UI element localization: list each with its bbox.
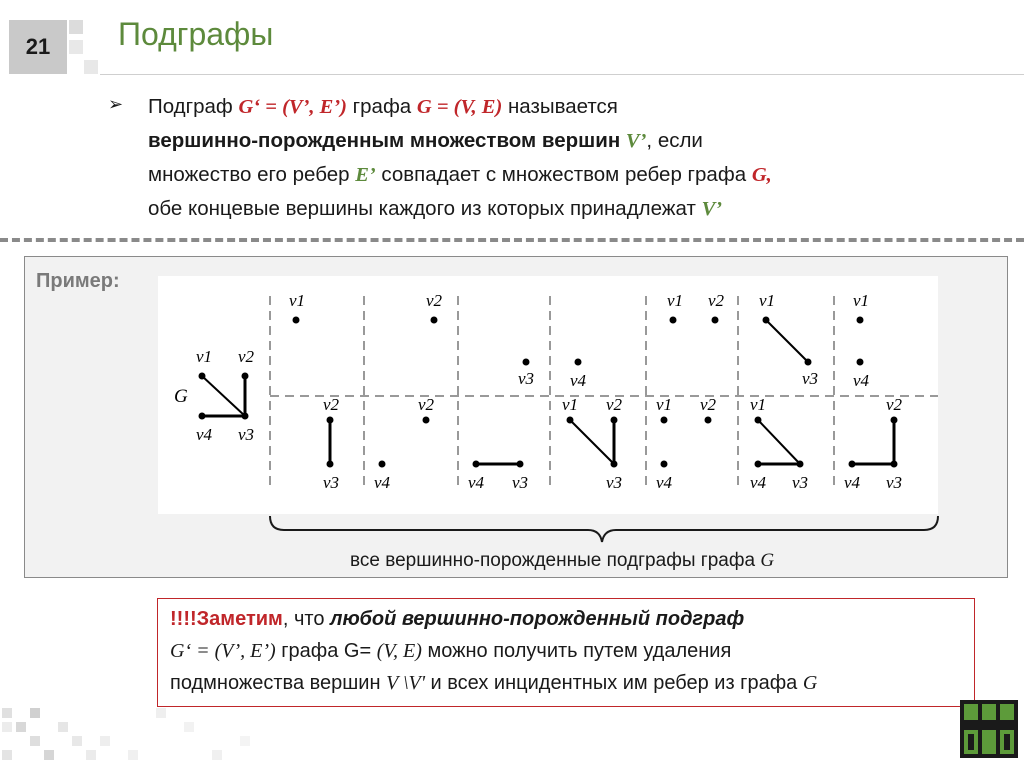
graph-g	[174, 347, 255, 444]
note-box	[157, 598, 975, 707]
definition-line-2: вершинно-порожденным множеством вершин V’, если	[148, 129, 703, 152]
svg-text:v1: v1	[667, 291, 684, 310]
subgraph-v1-v2-v4	[656, 395, 717, 492]
svg-text:v1: v1	[289, 291, 306, 310]
arrow-bullet-icon: ➢	[108, 94, 124, 114]
curly-brace	[262, 512, 952, 546]
subgraph-v2-v3	[323, 395, 340, 492]
subgraphs-figure	[158, 276, 938, 514]
svg-text:v4: v4	[374, 473, 391, 492]
svg-text:v2: v2	[426, 291, 443, 310]
subgraph-v4	[570, 359, 587, 391]
vertex-label: v1	[196, 347, 213, 366]
svg-text:v1: v1	[759, 291, 776, 310]
vertex-label: v2	[238, 347, 255, 366]
note-line-3: подмножества вершин V \V' и всех инцидентных им ребер из графа G	[170, 672, 818, 694]
svg-text:v3: v3	[886, 473, 903, 492]
slide-title: Подграфы	[118, 16, 274, 52]
decor-square	[84, 60, 98, 74]
subgraph-v3-v4	[468, 461, 528, 493]
svg-text:v1: v1	[562, 395, 579, 414]
svg-text:v2: v2	[323, 395, 340, 414]
definition-line-4: обе концевые вершины каждого из которых принадлежат V’	[148, 197, 723, 220]
svg-text:v3: v3	[802, 369, 819, 388]
example-label: Пример:	[36, 270, 120, 292]
subgraph-v3	[518, 359, 534, 389]
subgraph-v1-v3	[759, 291, 818, 388]
subgraph-v2-v3-v4	[844, 395, 903, 492]
vertex-label: v4	[196, 425, 213, 444]
subgraph-v1-v3-v4	[750, 395, 808, 492]
graph-g-label: G	[174, 386, 188, 407]
svg-text:v1: v1	[853, 291, 870, 310]
svg-text:v4: v4	[750, 473, 767, 492]
subgraph-v2-v4	[374, 395, 435, 492]
svg-text:v4: v4	[853, 371, 870, 390]
svg-text:v4: v4	[844, 473, 861, 492]
svg-text:v3: v3	[323, 473, 340, 492]
subgraph-v1	[289, 291, 305, 324]
svg-text:v4: v4	[656, 473, 673, 492]
graph-figure-area	[158, 276, 938, 514]
vertex-label: v3	[238, 425, 255, 444]
svg-text:v3: v3	[512, 473, 529, 492]
svg-text:v3: v3	[518, 369, 535, 388]
figure-caption: все вершинно-порожденные подграфы графа G	[350, 550, 775, 571]
subgraph-v1-v2-v3	[562, 395, 623, 492]
definition-line-1: Подграф G‘ = (V’, E’) графа G = (V, E) называется	[148, 95, 618, 118]
grid-dashes	[270, 296, 938, 491]
svg-text:v2: v2	[708, 291, 725, 310]
svg-text:v2: v2	[606, 395, 623, 414]
svg-text:v2: v2	[418, 395, 435, 414]
svg-text:v3: v3	[792, 473, 809, 492]
svg-text:v1: v1	[750, 395, 767, 414]
definition-text	[148, 90, 1008, 226]
decor-square	[69, 40, 83, 54]
definition-line-3: множество его ребер E’ совпадает с множеством ребер графа G,	[148, 163, 772, 186]
title-rule	[100, 74, 1024, 75]
subgraph-v1-v4	[853, 291, 870, 390]
note-line-2: G‘ = (V’, E’) графа G= (V, E) можно получить путем удаления	[170, 640, 732, 662]
svg-text:v4: v4	[570, 371, 587, 390]
section-divider	[0, 238, 1024, 242]
slide-number: 21	[9, 20, 67, 74]
svg-text:v4: v4	[468, 473, 485, 492]
decor-square	[69, 20, 83, 34]
svg-text:v3: v3	[606, 473, 623, 492]
subgraph-v1-v2	[667, 291, 725, 324]
note-line-1: !!!!Заметим, что любой вершинно-порожденный подграф	[170, 608, 745, 630]
university-logo-icon	[960, 700, 1018, 758]
svg-text:v2: v2	[700, 395, 717, 414]
svg-text:v2: v2	[886, 395, 903, 414]
subgraph-v2	[426, 291, 443, 324]
svg-text:v1: v1	[656, 395, 673, 414]
